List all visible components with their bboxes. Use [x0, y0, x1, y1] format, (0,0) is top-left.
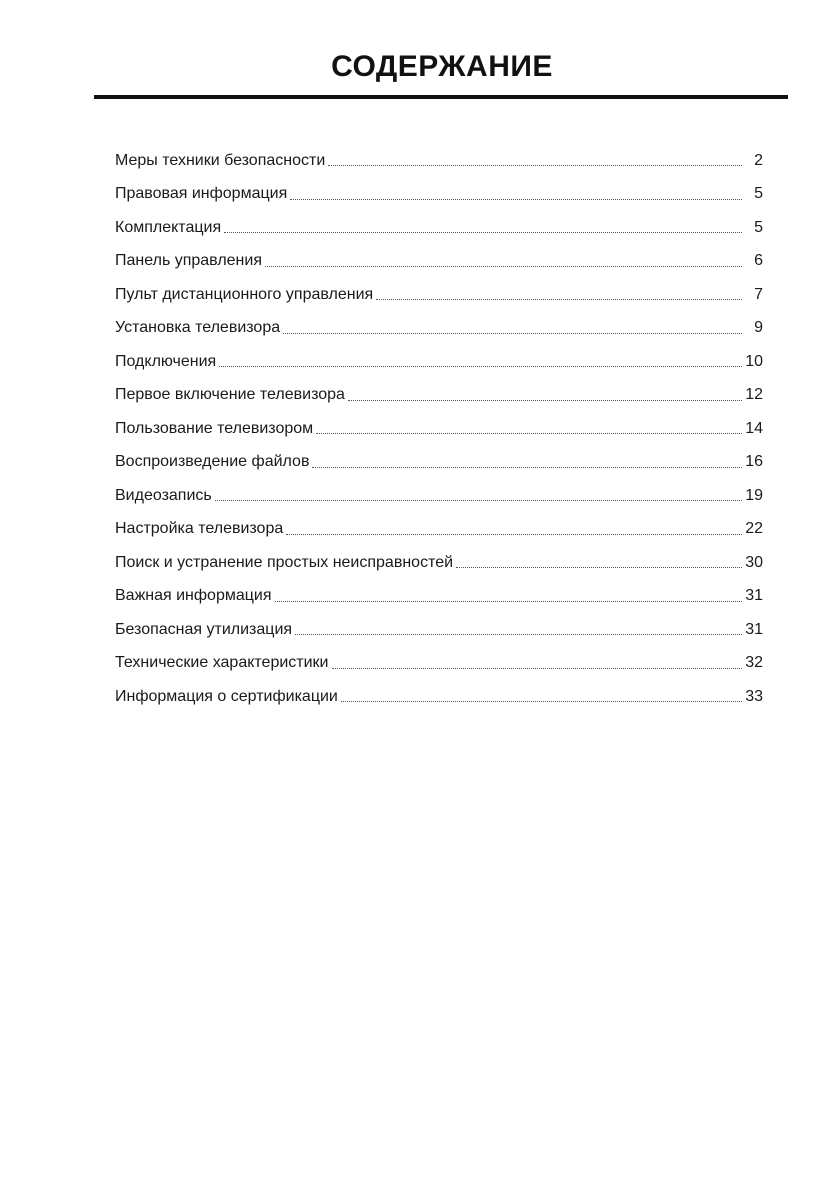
toc-entry-label: Воспроизведение файлов — [115, 453, 310, 471]
toc-entry-page: 9 — [754, 319, 763, 337]
toc-entry[interactable] — [115, 680, 763, 714]
toc-entry-label: Комплектация — [115, 218, 222, 236]
toc-entry[interactable] — [115, 412, 763, 446]
toc-entry[interactable] — [115, 479, 763, 513]
dot-leader — [295, 634, 742, 635]
dot-leader — [348, 400, 742, 401]
dot-leader — [215, 500, 742, 501]
toc-entry-label: Первое включение телевизора — [115, 386, 345, 404]
toc-entry-label: Настройка телевизора — [115, 520, 284, 538]
toc-entry[interactable] — [115, 312, 763, 346]
table-of-contents — [115, 144, 763, 714]
toc-entry-page: 7 — [754, 285, 763, 303]
dot-leader — [341, 701, 742, 702]
toc-entry-page: 5 — [754, 218, 763, 236]
dot-leader — [219, 366, 742, 367]
toc-entry-label: Поиск и устранение простых неисправностей — [115, 553, 454, 571]
toc-entry-label: Безопасная утилизация — [115, 620, 293, 638]
toc-entry-page: 5 — [754, 185, 763, 203]
toc-entry[interactable] — [115, 278, 763, 312]
toc-entry[interactable] — [115, 245, 763, 279]
toc-entry-label: Пользование телевизором — [115, 419, 314, 437]
toc-entry-page: 14 — [745, 419, 763, 437]
toc-entry-page: 22 — [745, 520, 763, 538]
dot-leader — [283, 333, 742, 334]
toc-entry-page: 32 — [745, 654, 763, 672]
dot-leader — [275, 601, 742, 602]
toc-entry-label: Правовая информация — [115, 185, 288, 203]
dot-leader — [265, 266, 742, 267]
dot-leader — [290, 199, 742, 200]
toc-entry-label: Видеозапись — [115, 486, 212, 504]
toc-entry-label: Технические характеристики — [115, 654, 329, 672]
toc-entry[interactable] — [115, 379, 763, 413]
toc-entry-label: Установка телевизора — [115, 319, 281, 337]
dot-leader — [316, 433, 742, 434]
toc-entry-page: 10 — [745, 352, 763, 370]
dot-leader — [224, 232, 742, 233]
toc-entry-label: Меры техники безопасности — [115, 151, 326, 169]
toc-entry-page: 19 — [745, 486, 763, 504]
dot-leader — [376, 299, 742, 300]
toc-entry-label: Панель управления — [115, 252, 262, 270]
toc-entry[interactable] — [115, 345, 763, 379]
toc-entry[interactable] — [115, 546, 763, 580]
toc-entry[interactable] — [115, 178, 763, 212]
dot-leader — [456, 567, 742, 568]
toc-entry-label: Подключения — [115, 352, 217, 370]
toc-entry[interactable] — [115, 580, 763, 614]
dot-leader — [286, 534, 742, 535]
toc-entry[interactable] — [115, 144, 763, 178]
page-title: СОДЕРЖАНИЕ — [331, 50, 553, 83]
toc-entry[interactable] — [115, 513, 763, 547]
toc-entry-page: 2 — [754, 151, 763, 169]
toc-entry[interactable] — [115, 446, 763, 480]
toc-entry-page: 6 — [754, 252, 763, 270]
toc-entry-page: 33 — [745, 687, 763, 705]
dot-leader — [332, 668, 743, 669]
toc-entry-page: 30 — [745, 553, 763, 571]
toc-entry-page: 12 — [745, 386, 763, 404]
dot-leader — [328, 165, 742, 166]
toc-entry-page: 31 — [745, 587, 763, 605]
dot-leader — [312, 467, 742, 468]
toc-entry-label: Важная информация — [115, 587, 272, 605]
toc-entry[interactable] — [115, 647, 763, 681]
toc-entry-label: Информация о сертификации — [115, 687, 338, 705]
toc-entry[interactable] — [115, 211, 763, 245]
toc-entry-label: Пульт дистанционного управления — [115, 285, 374, 303]
toc-entry-page: 31 — [745, 620, 763, 638]
toc-entry-page: 16 — [745, 453, 763, 471]
title-divider — [94, 95, 788, 99]
toc-entry[interactable] — [115, 613, 763, 647]
